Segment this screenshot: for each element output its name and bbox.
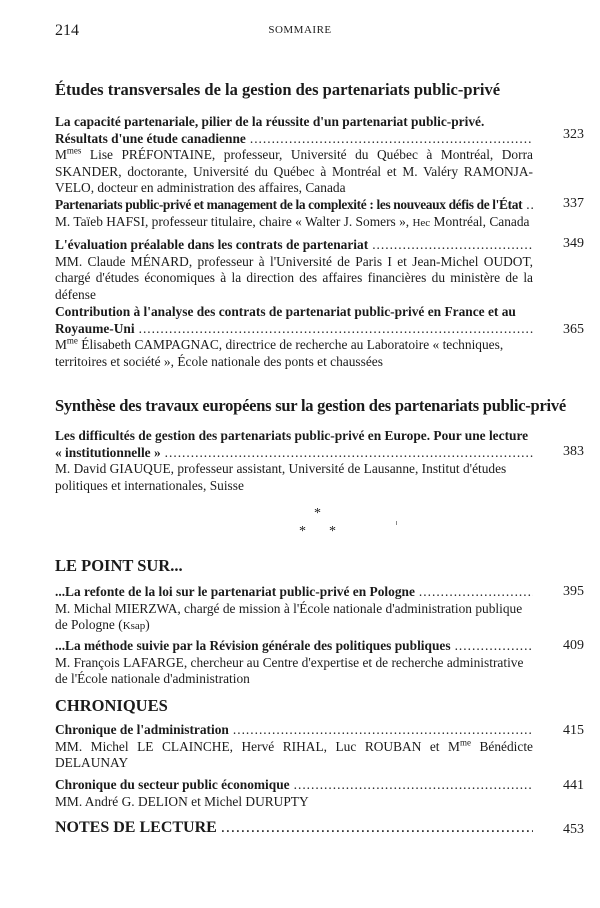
entry-title — [55, 197, 533, 214]
toc-entry[interactable] — [55, 638, 533, 688]
entry-title-text: Royaume-Uni — [55, 320, 135, 336]
entry-title — [55, 722, 533, 739]
scan-speck — [396, 521, 397, 525]
author-prefix: M — [55, 147, 67, 162]
entry-title-text: Chronique de l'administration — [55, 722, 229, 737]
entry-title-text: Partenariats public-privé et management de la complexité : les nouveaux défis de l'État — [55, 197, 523, 212]
dot-leader — [526, 197, 533, 214]
entry-title — [55, 777, 533, 794]
notes-entry[interactable] — [55, 819, 533, 837]
entry-title-text: L'évaluation préalable dans les contrats de partenariat — [55, 237, 369, 252]
page-ref: 395 — [563, 584, 584, 599]
toc-entry[interactable] — [55, 777, 533, 810]
dot-leader — [165, 445, 533, 462]
dot-leader — [372, 237, 533, 254]
entry-authors — [55, 337, 533, 370]
author-text: Montréal, Canada — [430, 213, 530, 229]
entry-authors — [55, 214, 533, 232]
entry-title — [55, 131, 533, 148]
toc-entry[interactable] — [55, 584, 533, 635]
entry-title-text: Chronique du secteur public économique — [55, 777, 290, 792]
dot-leader — [419, 584, 533, 601]
author-sup: me — [66, 335, 78, 346]
section-heading: LE POINT SUR... — [55, 556, 183, 575]
page-ref: 323 — [563, 127, 584, 142]
running-title: SOMMAIRE — [268, 24, 332, 36]
page-ref: 409 — [563, 638, 584, 653]
entry-authors — [55, 147, 533, 197]
author-smallcaps: Ksap — [122, 620, 146, 632]
entry-authors: MM. André G. DELION et Michel DURUPTY — [55, 793, 309, 809]
entry-title-text: « institutionnelle » — [55, 444, 161, 460]
section-heading: Études transversales de la gestion des partenariats public-privé — [55, 80, 501, 99]
page-ref: 337 — [563, 196, 584, 211]
dot-leader — [250, 131, 533, 148]
author-sup: mes — [66, 145, 82, 156]
section-heading: CHRONIQUES — [55, 696, 168, 715]
author-sup: me — [459, 737, 471, 748]
page-ref: 365 — [563, 322, 584, 337]
author-text: M. Taïeb HAFSI, professeur titulaire, chaire « Walter J. Somers », — [55, 213, 413, 229]
notes-title: NOTES DE LECTURE — [55, 819, 217, 836]
author-text: ) — [145, 617, 150, 632]
entry-title — [55, 445, 533, 462]
entry-authors — [55, 739, 533, 772]
page-ref: 441 — [563, 778, 584, 793]
entry-title — [55, 321, 533, 338]
toc-entry[interactable] — [55, 428, 533, 494]
dot-leader — [221, 819, 533, 837]
entry-title — [55, 237, 533, 254]
page-ref: 453 — [563, 822, 584, 837]
dot-leader — [233, 722, 533, 739]
author-text: MM. Michel LE CLAINCHE, Hervé RIHAL, Luc ROUBAN et M — [55, 738, 460, 754]
entry-authors: M. David GIAUQUE, professeur assistant, Université de Lausanne, Institut d'études politiques et internationales, Suisse — [55, 461, 507, 493]
page-ref: 415 — [563, 723, 584, 738]
separator-star: * — [299, 524, 306, 539]
dot-leader — [455, 638, 533, 655]
toc-entry[interactable] — [55, 304, 533, 370]
entry-authors: MM. Claude MÉNARD, professeur à l'Université de Paris I et Jean-Michel OUDOT, chargé d'études économiques à la direction des affaires financières du ministère de la défense — [55, 253, 533, 302]
toc-entry[interactable] — [55, 114, 533, 197]
entry-authors: M. François LAFARGE, chercheur au Centre d'expertise et de recherche administrative de l'École nationale d'administration — [55, 654, 524, 686]
entry-title — [55, 638, 533, 655]
entry-authors — [55, 601, 533, 635]
entry-title — [55, 584, 533, 601]
entry-title-text: ...La refonte de la loi sur le partenariat public-privé en Pologne — [55, 584, 415, 599]
separator-star: * — [314, 506, 321, 521]
author-text: Lise PRÉFONTAINE, professeur, Université du Québec à Montréal, Dorra SKANDER, doctorante, Université du Québec à Montréal et M. Valéry RAMONJA-VELO, docteur en administration des affaires, Canada — [55, 147, 533, 195]
separator-star: * — [329, 524, 336, 539]
author-text: Élisabeth CAMPAGNAC, directrice de recherche au Laboratoire « techniques, territoires et société », École nationale des ponts et chaussées — [55, 337, 504, 369]
author-prefix: M — [55, 337, 67, 352]
entry-title: La capacité partenariale, pilier de la réussite d'un partenariat public-privé. — [55, 114, 485, 129]
entry-title-text: ...La méthode suivie par la Révision générale des politiques publiques — [55, 638, 451, 653]
author-smallcaps: Hec — [412, 216, 431, 229]
section-heading: Synthèse des travaux européens sur la gestion des partenariats public-privé — [55, 396, 566, 415]
page-ref: 383 — [563, 444, 584, 459]
toc-entry[interactable] — [55, 237, 533, 303]
toc-entry[interactable] — [55, 722, 533, 772]
page-ref: 349 — [563, 236, 584, 251]
page-number: 214 — [55, 22, 79, 39]
entry-title: Contribution à l'analyse des contrats de partenariat public-privé en France et au — [55, 304, 516, 319]
dot-leader — [294, 777, 533, 794]
entry-title-text: Résultats d'une étude canadienne — [55, 130, 246, 146]
entry-title: Les difficultés de gestion des partenariats public-privé en Europe. Pour une lecture — [55, 428, 529, 443]
dot-leader — [139, 321, 533, 338]
author-text: Bénédicte DELAUNAY — [55, 738, 533, 770]
toc-entry[interactable] — [55, 197, 533, 231]
author-text: M. Michal MIERZWA, chargé de mission à l'École nationale d'administration publique de Pologne ( — [55, 600, 523, 632]
